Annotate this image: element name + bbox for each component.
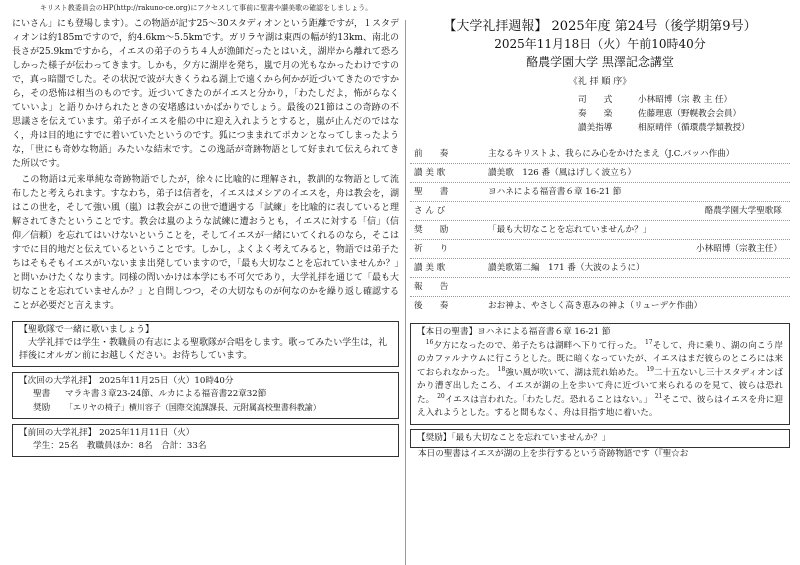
verse-text: 二十五ないし三十スタディオンばかり漕ぎ出したころ、イエスが湖の上を歩いて舟に近づいて来られるのを見て、彼らは恐れた。 (417, 367, 783, 405)
verse-text: そして、舟に乗り、湖の向こう岸のカファルナウムに行こうとした。既に暗くなっていたが、イエスはまだ彼らのところには来ておられなかった。 (417, 340, 783, 378)
order-label: 前 奏 (414, 149, 449, 159)
previous-service-title: 【前回の大学礼拝】 2025年11月11日（火） (19, 428, 195, 438)
staff-role: 司 式 (578, 95, 613, 105)
order-item-hymn-1 (410, 164, 790, 183)
commentary-paragraph-1: にいさん」にも登場します）。この物語が記す25～30スタディオンという距離ですが，１スタディオンは約185mですので，約4.6km～5.5kmです。ガリラヤ湖は東西の幅が約13km、南北の長さが25.9kmですから，イエスの弟子のうち４人が漁師だったとはいえ，湖岸から離れて恐ろしかった様子が伝わってきます。しかも，夕方に湖岸を発ち，嵐で月の光もなかったわけですので，真っ暗闇でした。その状況で波が大きくうねる湖上で遠くから何かが近づいてきたのですから，その恐怖は相当のものです。近づいてきたのがイエスと分かり，「わたしだよ，怖がらなくていいよ」と語りかけられたときの安堵感はいかばかりでしょう。最後の21節はこの奇跡の不思議さを伝えています。弟子がイエスを船の中に迎え入れようとすると，嵐が止んだのではなく，舟は目的地にすでに着いていたというのです。狐につままれてポカンとなってしまったような，「世にも奇妙な物語」みたいな結末です。この逸話が奇跡物語として好まれて伝えられてきた所以です。 (12, 19, 399, 169)
staff-row (410, 107, 790, 121)
commentary-paragraph-2-text: この物語は元来単純な奇跡物語でしたが，徐々に比喩的に理解され，教訓的な物語として流布したと考えられます。すなわち，弟子は信者を，イエスはメシアのイエスを，舟は教会を，湖はこの世を，そして強い風（嵐）は教会がこの世で遭遇する「試練」を比喩的に表していると理解されてきたということです。教会は嵐のような試練に遭おうとも，イエスに対する「信」（信仰／信頼）を忘れてはいけないということを，そしてイエスが一緒にいてくれるのなら，そこはすでに目的地だと伝えているということです。しかし，よくよく考えてみると，物語では弟子たちはそもそもイエスがいないまま出発していますので，「最も大切なことを忘れていませんか？」と問いかけたくなります。同様の問いかけは本学にも不可欠であり，大学礼拝を通じて「最も大切なことを忘れていませんか？」と自問しつつ，その大切なものが何なのかを繰り返し確認することが必要だと言えます。 (12, 175, 400, 311)
service-datetime: 2025年11月18日（火）午前10時40分 (494, 37, 706, 51)
next-service-box (12, 372, 399, 419)
order-content: 讃美歌第二編 171 番（大波のように） (488, 263, 645, 273)
verse-text: そこで、彼らはイエスを舟に迎え入れようとした。すると間もなく、舟は目指す地に着いた。 (417, 394, 783, 418)
previous-service-box (12, 424, 399, 457)
next-message-label: 奨励 (33, 403, 51, 413)
verse-text: 強い風が吹いて、湖は荒れ始めた。 (505, 367, 644, 378)
next-service-message (19, 401, 392, 415)
order-content: 「最も大切なことを忘れていませんか？」 (488, 225, 652, 235)
order-item-message (410, 221, 790, 240)
order-item-anthem (410, 202, 790, 221)
column-divider (405, 20, 406, 565)
order-of-service-title: 《礼 拝 順 序》 (568, 77, 632, 87)
staff-role: 讃美指導 (578, 123, 613, 133)
scripture-box (410, 323, 790, 425)
order-label: 讃 美 歌 (414, 263, 446, 273)
next-scripture-label: 聖書 (33, 389, 51, 399)
bulletin-header (410, 18, 790, 71)
order-content: 讃美歌 126 番（風はげしく波立ち） (488, 168, 637, 178)
choir-invitation-box (12, 321, 399, 367)
service-staff (410, 93, 790, 135)
website-note: キリスト教委員会のHP(http://rakuno-ce.org)にアクセスして事前に聖書や讃美歌の確認をしましょう。 (39, 4, 373, 12)
staff-name: 相原晴伴（循環農学類教授） (638, 123, 750, 133)
verse-number: 18 (497, 365, 506, 373)
order-label: 讃 美 歌 (414, 168, 446, 178)
scripture-text (417, 340, 783, 421)
next-message-text: 「エリヤの椅子」横川容子（国際交流課課長、元附属高校聖書科教諭） (65, 403, 321, 412)
order-content: 小林昭博（宗教主任） (696, 244, 782, 254)
order-content: ヨハネによる福音書６章 16-21 節 (488, 187, 622, 197)
order-label: 祈 り (414, 244, 449, 254)
staff-row (410, 93, 790, 107)
order-label: さ ん び (414, 206, 446, 216)
staff-name: 佐藤理恵（野幌教会会員） (638, 109, 742, 119)
order-label: 聖 書 (414, 187, 449, 197)
verse-number: 16 (425, 338, 434, 346)
verse-number: 21 (654, 392, 663, 400)
order-label: 奨 励 (414, 225, 449, 235)
next-scripture-text: マラキ書３章23-24節、ルカによる福音書22章32節 (65, 389, 267, 399)
commentary-paragraph-2 (12, 173, 399, 313)
choir-box-body (19, 337, 392, 363)
verse-text: イエスは言われた。「わたしだ。恐れることはない。」 (444, 394, 653, 405)
staff-name: 小林昭博（宗 教 主 任） (638, 95, 733, 105)
staff-row (410, 121, 790, 135)
staff-role: 奏 楽 (578, 109, 613, 119)
service-venue: 酪農学園大学 黒澤記念講堂 (526, 55, 674, 69)
order-item-scripture (410, 183, 790, 202)
order-label: 報 告 (414, 282, 449, 292)
order-item-postlude (410, 297, 790, 315)
order-content: 主なるキリストよ、我らにみ心をかけたまえ（J.C.バッハ作曲） (488, 149, 735, 159)
next-service-scripture (19, 388, 392, 401)
bulletin-title: 【大学礼拝週報】 2025年度 第24号（後学期第9号） (443, 19, 757, 34)
next-service-title: 【次回の大学礼拝】 2025年11月25日（火）10時40分 (19, 376, 234, 386)
order-item-prelude (410, 145, 790, 164)
message-title-box: 【奨励】「最も大切なことを忘れていませんか？」 (410, 429, 790, 448)
order-item-hymn-2 (410, 259, 790, 278)
order-content (488, 280, 790, 294)
previous-attendance: 学生：25名 教職員ほか：8名 合計：33名 (33, 441, 207, 451)
verse-number: 19 (646, 365, 654, 373)
order-item-announcements (410, 278, 790, 297)
order-label: 後 奏 (414, 301, 449, 311)
scripture-title: 【本日の聖書】ヨハネによる福音書６章 16-21 節 (417, 327, 611, 337)
message-body: 本日の聖書はイエスが湖の上を歩行するという奇跡物語です（『聖☆お (418, 448, 689, 459)
verse-text: 夕方になったので、弟子たちは湖畔へ下りて行った。 (433, 340, 643, 351)
right-column (410, 18, 790, 461)
order-content: おお神よ、やさしく高き恵みの神よ（リューデケ作曲） (488, 301, 703, 311)
choir-box-text: 大学礼拝では学生・教職員の有志による聖歌隊が合唱をします。歌ってみたい学生は，礼拝後にオルガン前にお越しください。お待ちしています。 (19, 338, 388, 361)
choir-box-title: 【聖歌隊で一緒に歌いましょう】 (19, 325, 155, 335)
todays-scripture (410, 323, 790, 425)
left-column (12, 17, 399, 457)
order-of-service (410, 145, 790, 315)
verse-number: 20 (437, 392, 445, 400)
verse-number: 17 (644, 338, 653, 346)
order-item-prayer (410, 240, 790, 259)
order-content: 酪農学園大学聖歌隊 (704, 206, 782, 216)
